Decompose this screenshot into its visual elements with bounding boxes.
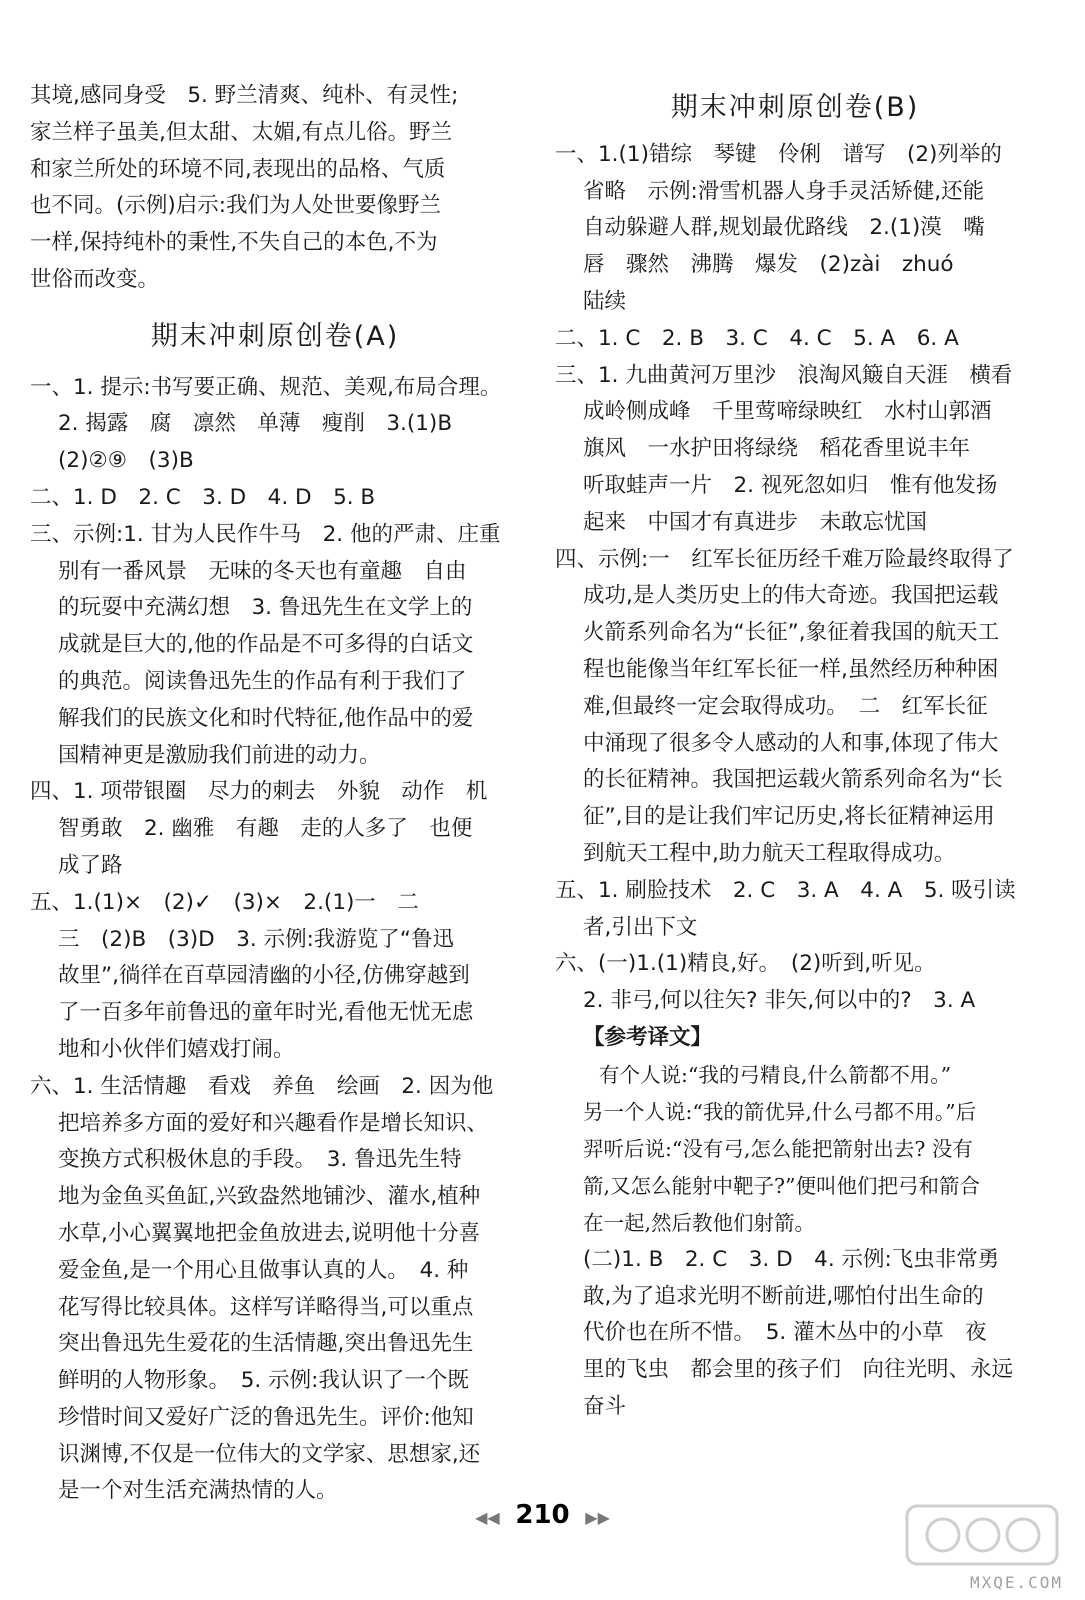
answer-line: 陆续	[583, 288, 627, 314]
translation-line: 有个人说:“我的弓精良,什么箭都不用。”	[599, 1062, 952, 1087]
text-line: 世俗而改变。	[30, 266, 160, 292]
answer-line: 四、1. 项带银圈 尽力的刺去 外貌 动作 机	[30, 779, 488, 805]
answer-line: 成岭侧成峰 千里莺啼绿映红 水村山郭酒	[583, 399, 992, 425]
text-line: 家兰样子虽美,但太甜、太媚,有点儿俗。野兰	[30, 119, 453, 145]
answer-line: 水草,小心翼翼地把金鱼放进去,说明他十分喜	[58, 1220, 481, 1246]
answer-line: 地和小伙伴们嬉戏打闹。	[58, 1036, 295, 1062]
answer-line: 五、1.(1)× (2)✓ (3)× 2.(1)一 二	[30, 889, 419, 915]
answer-line: 识渊博,不仅是一位伟大的文学家、思想家,还	[58, 1441, 481, 1467]
answer-line: (二)1. B 2. C 3. D 4. 示例:飞虫非常勇	[583, 1246, 1000, 1272]
answer-line: 成就是巨大的,他的作品是不可多得的白话文	[58, 632, 474, 658]
answer-line: 唇 骤然 沸腾 爆发 (2)zài zhuó	[583, 252, 954, 278]
answer-line: 代价也在所不惜。 5. 灌木丛中的小草 夜	[583, 1320, 987, 1346]
answers-a	[30, 370, 520, 1511]
answer-line: 火箭系列命名为“长征”,象征着我国的航天工	[583, 620, 1000, 646]
answer-line: 的玩耍中充满幻想 3. 鲁迅先生在文学上的	[58, 595, 473, 621]
answer-line: 里的飞虫 都会里的孩子们 向往光明、永远	[583, 1357, 1014, 1383]
translation-line: 箭,又怎么能射中靶子?”便叫他们把弓和箭合	[583, 1173, 980, 1198]
answer-line: 六、(一)1.(1)精良,好。 (2)听到,听见。	[555, 951, 936, 977]
answer-line: 到航天工程中,助力航天工程取得成功。	[583, 840, 956, 866]
answer-line: 敢,为了追求光明不断前进,哪怕付出生命的	[583, 1283, 984, 1309]
answer-line: 听取蛙声一片 2. 视死忽如归 惟有他发扬	[583, 472, 998, 498]
answer-line: 智勇敢 2. 幽雅 有趣 走的人多了 也便	[58, 816, 473, 842]
answer-line: 鲜明的人物形象。 5. 示例:我认识了一个既	[58, 1368, 469, 1394]
answer-line: 四、示例:一 红军长征历经千难万险最终取得了	[555, 546, 1014, 572]
answer-line: 2. 非弓,何以往矢? 非矢,何以中的? 3. A	[583, 988, 976, 1014]
reference-translation	[555, 1057, 1035, 1242]
answer-line: 二、1. D 2. C 3. D 4. D 5. B	[30, 484, 376, 510]
right-column	[555, 90, 1035, 1426]
answers-b	[555, 137, 1035, 1020]
section-title-a: 期末冲刺原创卷(A)	[150, 320, 400, 352]
answer-line: 奋斗	[583, 1393, 627, 1419]
answer-line: 起来 中国才有真进步 未敢忘忧国	[583, 509, 928, 535]
answer-line: 中涌现了很多令人感动的人和事,体现了伟大	[583, 730, 999, 756]
answer-line: 三、示例:1. 甘为人民作牛马 2. 他的严肃、庄重	[30, 521, 501, 547]
answer-line: 难,但最终一定会取得成功。 二 红军长征	[583, 693, 988, 719]
answer-line: 者,引出下文	[583, 914, 698, 940]
translation-line: 在一起,然后教他们射箭。	[583, 1210, 816, 1235]
answer-line: 二、1. C 2. B 3. C 4. C 5. A 6. A	[555, 325, 959, 351]
answer-line: 珍惜时间又爱好广泛的鲁迅先生。评价:他知	[58, 1404, 474, 1430]
answer-line: 的典范。阅读鲁迅先生的作品有利于我们了	[58, 668, 467, 694]
answer-line: 花写得比较具体。这样写详略得当,可以重点	[58, 1294, 474, 1320]
text-line: 一样,保持纯朴的秉性,不失自己的本色,不为	[30, 230, 438, 256]
text-line: 也不同。(示例)启示:我们为人处世要像野兰	[30, 193, 442, 219]
answer-line: 2. 揭露 腐 凛然 单薄 瘦削 3.(1)B	[58, 411, 453, 437]
page-number: 210	[515, 1500, 570, 1530]
answer-line: 故里”,徜徉在百草园清幽的小径,仿佛穿越到	[58, 963, 470, 989]
left-column	[30, 78, 520, 1510]
answer-line: 旗风 一水护田将绿绕 稻花香里说丰年	[583, 436, 971, 462]
answer-line: 是一个对生活充满热情的人。	[58, 1478, 338, 1504]
watermark-url: MXQE.COM	[969, 1573, 1063, 1592]
answer-line: 六、1. 生活情趣 看戏 养鱼 绘画 2. 因为他	[30, 1073, 494, 1099]
reference-translation-heading: 【参考译文】	[583, 1024, 713, 1050]
translation-line: 羿听后说:“没有弓,怎么能把箭射出去? 没有	[583, 1136, 973, 1161]
answer-line: 三 (2)B (3)D 3. 示例:我游览了“鲁迅	[58, 926, 454, 952]
answer-line: 爱金鱼,是一个用心且做事认真的人。 4. 种	[58, 1257, 469, 1283]
left-intro-text	[30, 78, 520, 299]
section-title-b: 期末冲刺原创卷(B)	[670, 92, 920, 123]
answer-line: 的长征精神。我国把运载火箭系列命名为“长	[583, 767, 1003, 793]
answer-line: 把培养多方面的爱好和兴趣看作是增长知识、	[58, 1110, 489, 1136]
answer-line: 三、1. 九曲黄河万里沙 浪淘风簸自天涯 横看	[555, 362, 1013, 388]
text-line: 和家兰所处的环境不同,表现出的品格、气质	[30, 156, 446, 182]
answer-line: 突出鲁迅先生爱花的生活情趣,突出鲁迅先生	[58, 1331, 474, 1357]
answer-line: 国精神更是激励我们前进的动力。	[58, 742, 381, 768]
answer-line: 解我们的民族文化和时代特征,他作品中的爱	[58, 705, 474, 731]
answer-line: 了一百多年前鲁迅的童年时光,看他无忧无虑	[58, 1000, 474, 1026]
text-line: 其境,感同身受 5. 野兰清爽、纯朴、有灵性;	[30, 83, 459, 108]
answer-line: 成了路	[58, 852, 123, 878]
next-arrow-icon: ▶▶	[585, 1508, 610, 1527]
prev-arrow-icon: ◀◀	[475, 1508, 500, 1527]
answer-line: 自动躲避人群,规划最优路线 2.(1)漠 嘴	[583, 215, 985, 241]
answers-b-part2	[555, 1242, 1035, 1426]
answer-line: 程也能像当年红军长征一样,虽然经历种种困	[583, 656, 999, 682]
answer-line: 别有一番风景 无味的冬天也有童趣 自由	[58, 558, 467, 584]
answer-line: 省略 示例:滑雪机器人身手灵活矫健,还能	[583, 178, 985, 204]
answer-line: 一、1. 提示:书写要正确、规范、美观,布局合理。	[30, 374, 502, 400]
answer-line: 地为金鱼买鱼缸,兴致盎然地铺沙、灌水,植种	[58, 1184, 481, 1210]
answer-line: 一、1.(1)错综 琴键 伶俐 谱写 (2)列举的	[555, 141, 1002, 167]
answer-line: 征”,目的是让我们牢记历史,将长征精神运用	[583, 804, 995, 830]
answer-line: 变换方式积极休息的手段。 3. 鲁迅先生特	[58, 1147, 462, 1173]
answer-line: 成功,是人类历史上的伟大奇迹。我国把运载	[583, 583, 999, 609]
answer-line: (2)②⑨ (3)B	[58, 448, 194, 474]
answer-line: 五、1. 刷脸技术 2. C 3. A 4. A 5. 吸引读	[555, 877, 1016, 903]
translation-line: 另一个人说:“我的箭优异,什么弓都不用。”后	[583, 1099, 977, 1124]
